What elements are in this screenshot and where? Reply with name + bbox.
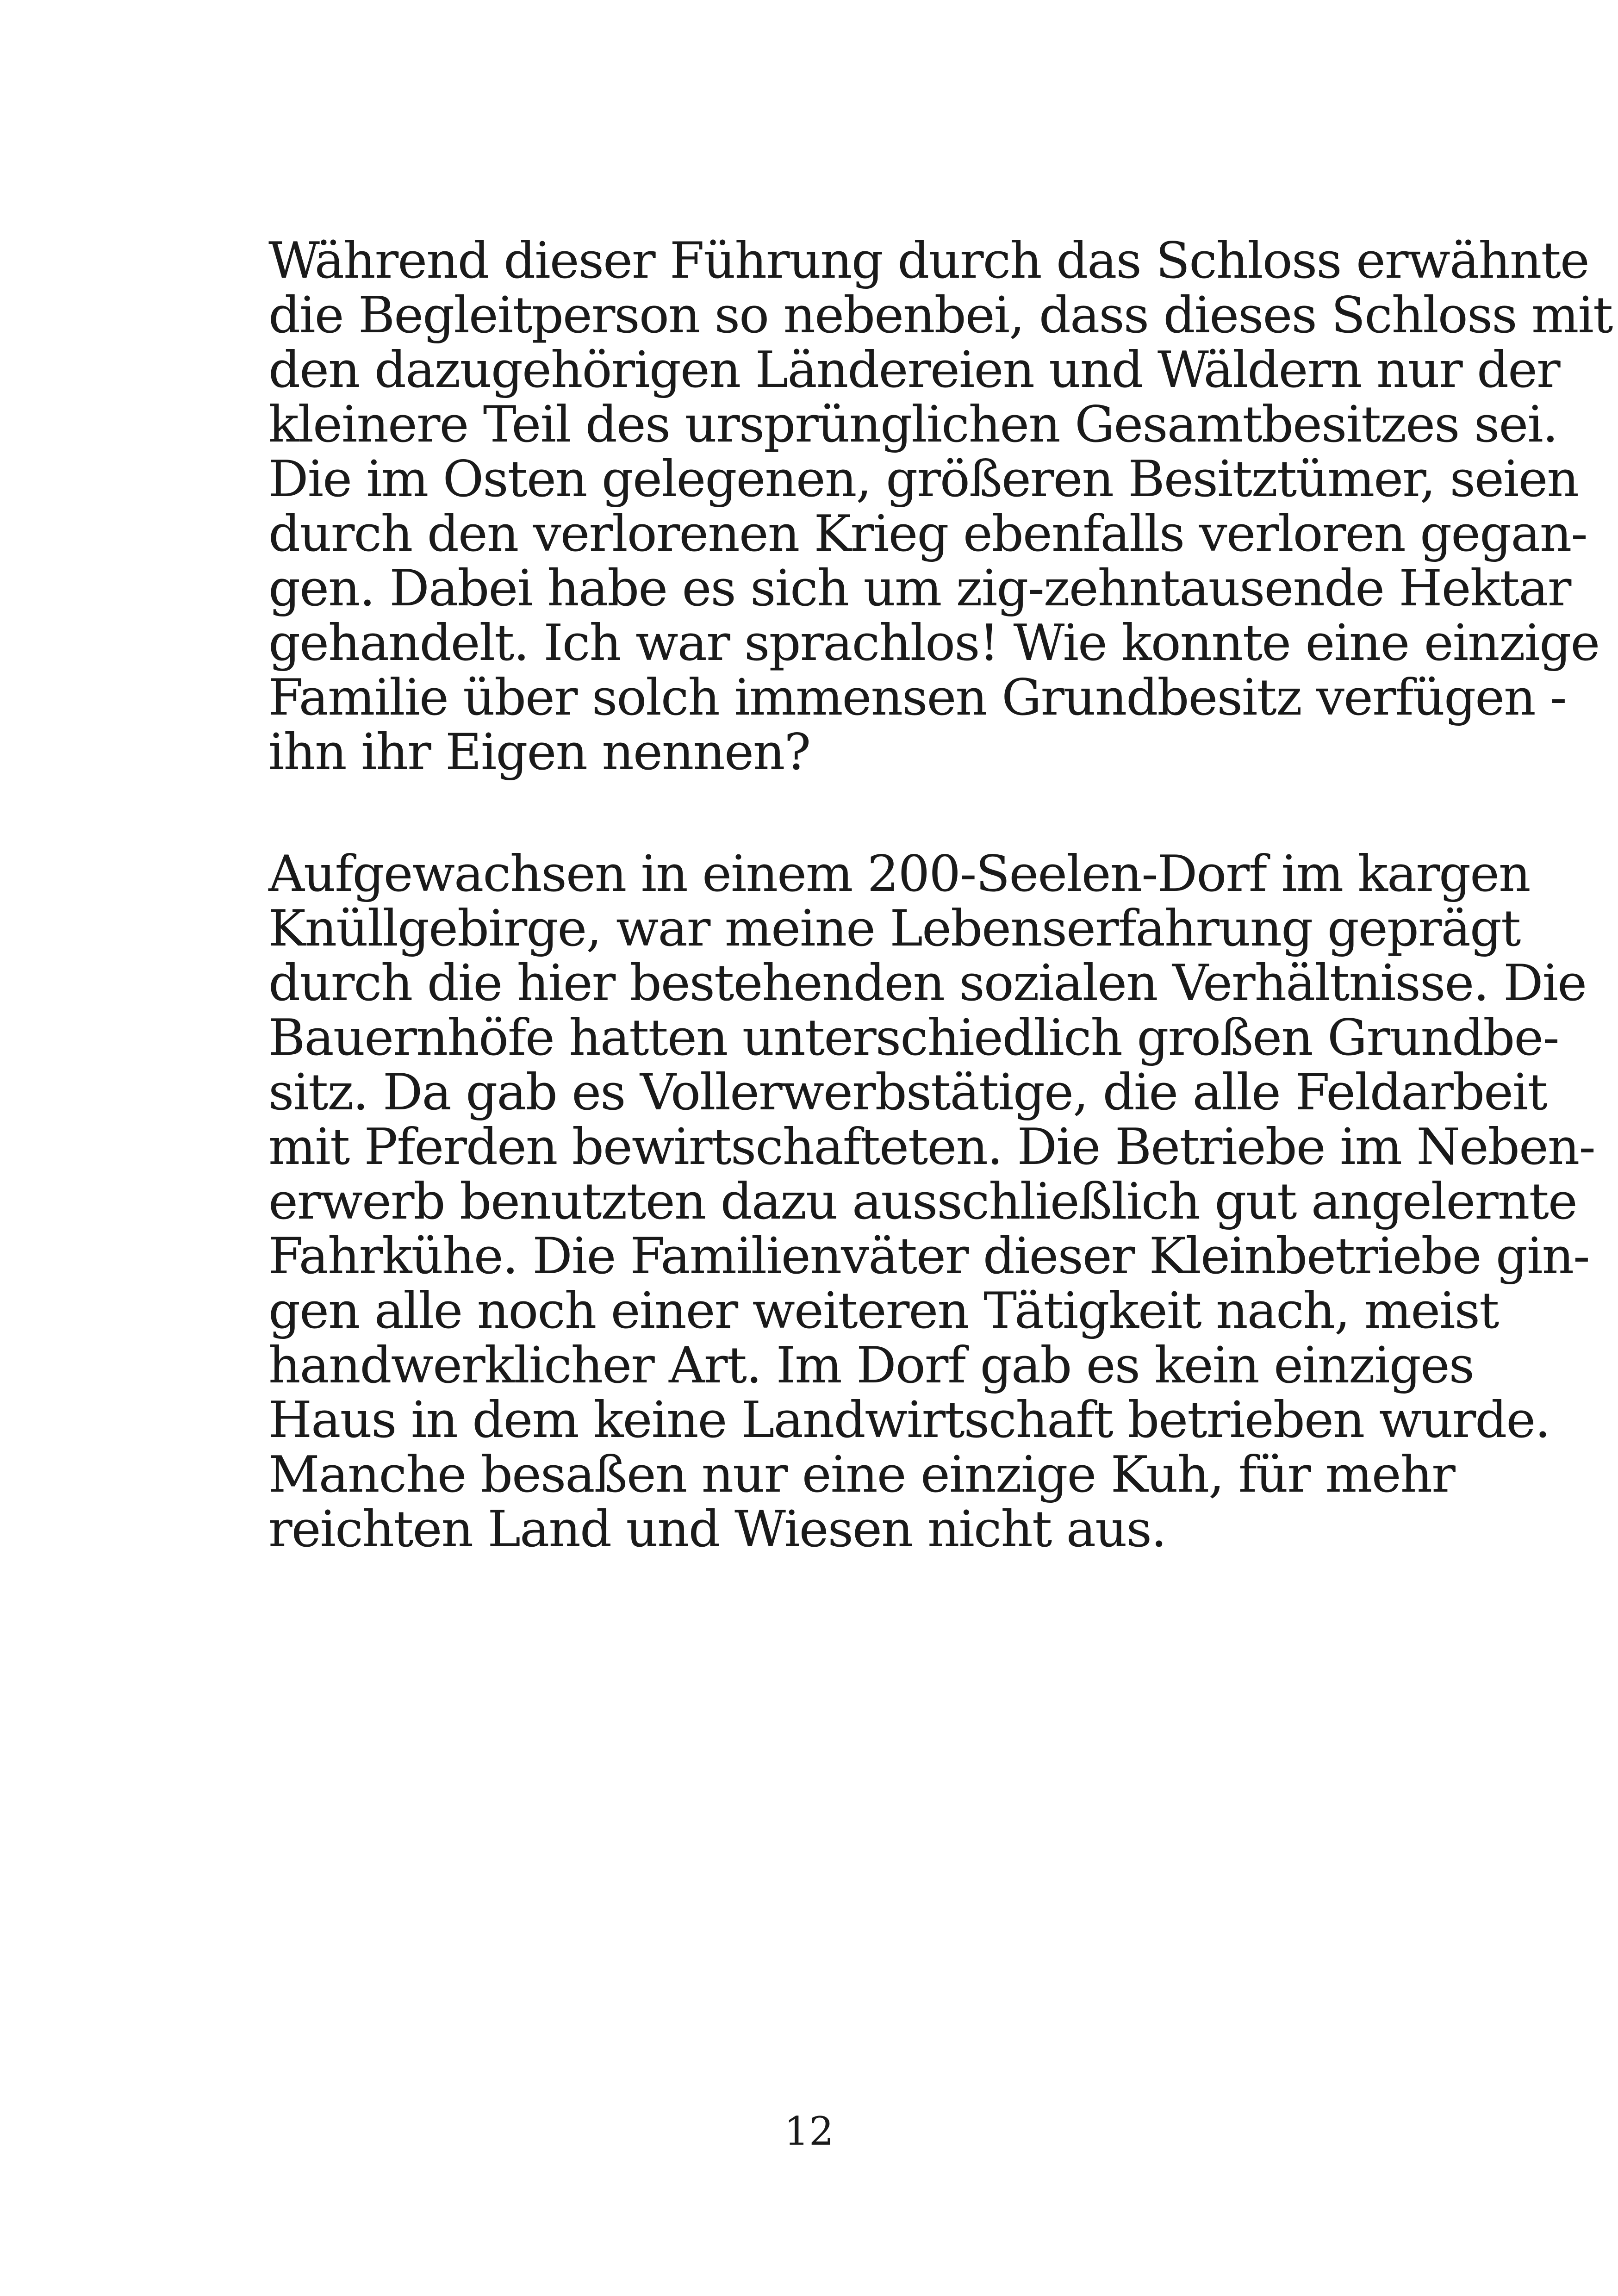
text-line: mit Pferden bewirtschafteten. Die Betriebe im Neben- [268, 1118, 1595, 1176]
text-line: Familie über solch immensen Grundbesitz verfügen - [268, 669, 1566, 727]
text-line: handwerklicher Art. Im Dorf gab es kein einziges [268, 1337, 1474, 1394]
paragraph-2 [268, 845, 1595, 1558]
text-line: Fahrkühe. Die Familienväter dieser Kleinbetriebe gin- [268, 1227, 1589, 1285]
text-line: Haus in dem keine Landwirtschaft betrieben wurde. [268, 1391, 1550, 1449]
text-line: sitz. Da gab es Vollerwerbstätige, die alle Feldarbeit [268, 1064, 1547, 1121]
text-line: Bauernhöfe hatten unterschiedlich großen Grundbe- [268, 1009, 1559, 1067]
text-line: Knüllgebirge, war meine Lebenserfahrung geprägt [268, 900, 1520, 958]
text-line: erwerb benutzten dazu ausschließlich gut angelernte [268, 1173, 1577, 1231]
text-line: durch die hier bestehenden sozialen Verhältnisse. Die [268, 954, 1587, 1012]
text-line: Aufgewachsen in einem 200-Seelen-Dorf im kargen [268, 845, 1530, 903]
text-line: durch den verlorenen Krieg ebenfalls verloren gegan- [268, 505, 1587, 563]
text-line: gen. Dabei habe es sich um zig-zehntausende Hektar [268, 560, 1571, 617]
text-line: Die im Osten gelegenen, größeren Besitztümer, seien [268, 450, 1578, 508]
text-line: reichten Land und Wiesen nicht aus. [268, 1500, 1166, 1558]
text-line: die Begleitperson so nebenbei, dass dieses Schloss mit [268, 286, 1612, 344]
page-number: 12 [784, 2109, 834, 2154]
paragraph-1 [268, 232, 1612, 781]
text-line: ihn ihr Eigen nennen? [268, 723, 810, 781]
text-line: den dazugehörigen Ländereien und Wäldern nur der [268, 341, 1560, 399]
text-line: gehandelt. Ich war sprachlos! Wie konnte eine einzige [268, 614, 1599, 672]
text-line: Während dieser Führung durch das Schloss erwähnte [268, 232, 1589, 290]
text-line: Manche besaßen nur eine einzige Kuh, für mehr [268, 1446, 1455, 1504]
text-line: kleinere Teil des ursprünglichen Gesamtbesitzes sei. [268, 396, 1558, 454]
text-line: gen alle noch einer weiteren Tätigkeit nach, meist [268, 1282, 1499, 1340]
